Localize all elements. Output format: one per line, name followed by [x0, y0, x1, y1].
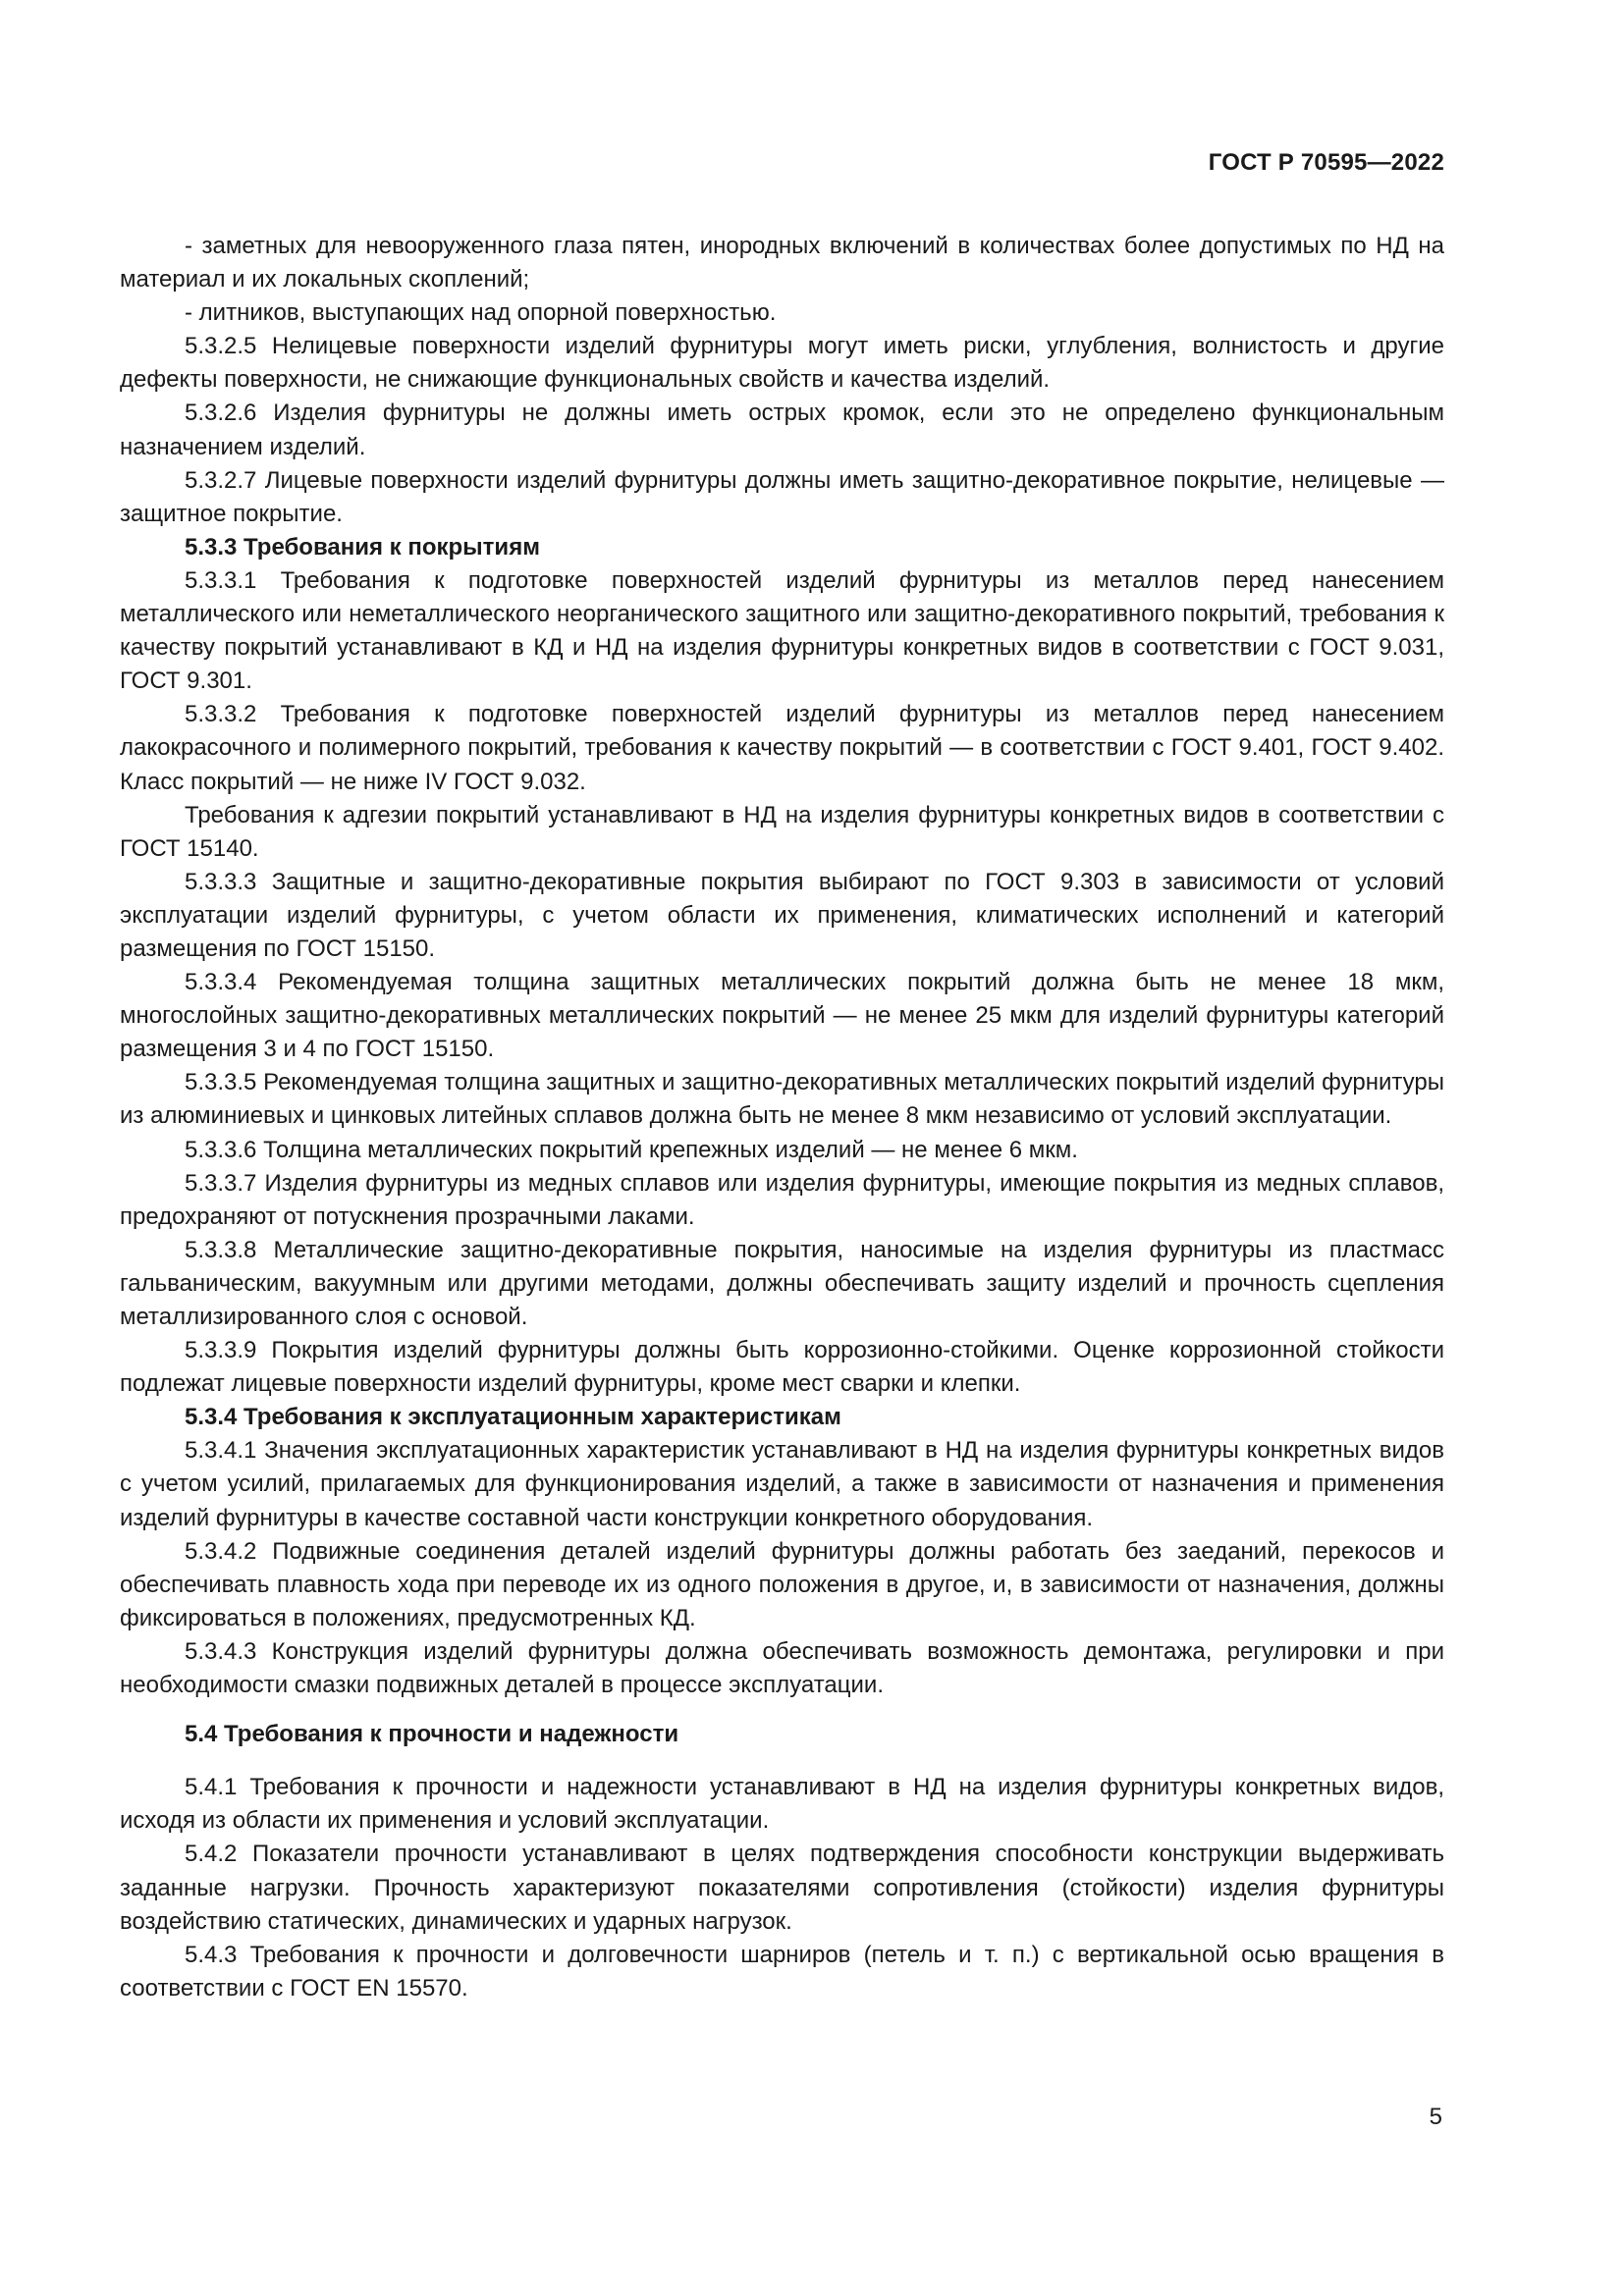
paragraph: 5.3.2.5 Нелицевые поверхности изделий фурнитуры могут иметь риски, углубления, волнистость и другие дефекты поверхности, не снижающие функциональных свойств и качества изделий.	[120, 333, 1444, 394]
paragraph: 5.3.3.4 Рекомендуемая толщина защитных металлических покрытий должна быть не менее 18 мкм, многослойных защитно-декоративных металлических покрытий — не менее 25 мкм для изделий фурнитуры категорий размещения 3 и 4 по ГОСТ 15150.	[120, 969, 1444, 1063]
paragraph: 5.4.2 Показатели прочности устанавливают в целях подтверждения способности конструкции выдерживать заданные нагрузки. Прочность характеризуют показателями сопротивления (стойкости) изделия фурнитуры воздействию статических, динамических и ударных нагрузок.	[120, 1841, 1444, 1935]
paragraph: 5.4.3 Требования к прочности и долговечности шарниров (петель и т. п.) с вертикальной осью вращения в соответствии с ГОСТ EN 15570.	[120, 1941, 1444, 2002]
paragraph: Требования к адгезии покрытий устанавливают в НД на изделия фурнитуры конкретных видов в соответствии с ГОСТ 15140.	[120, 801, 1444, 862]
paragraph: 5.3.3.1 Требования к подготовке поверхностей изделий фурнитуры из металлов перед нанесением металлического или неметаллического неорганического защитного или защитно-декоративного покрытий, требования к качеству покрытий устанавливают в КД и НД на изделия фурнитуры конкретных видов в соответствии с ГОСТ 9.031, ГОСТ 9.301.	[120, 566, 1444, 695]
paragraph: 5.3.3.9 Покрытия изделий фурнитуры должны быть коррозионно-стойкими. Оценке коррозионной стойкости подлежат лицевые поверхности изделий фурнитуры, кроме мест сварки и клепки.	[120, 1337, 1444, 1398]
paragraph: 5.4.1 Требования к прочности и надежности устанавливают в НД на изделия фурнитуры конкретных видов, исходя из области их применения и условий эксплуатации.	[120, 1774, 1444, 1835]
paragraph: 5.3.2.6 Изделия фурнитуры не должны иметь острых кромок, если это не определено функциональным назначением изделий.	[120, 400, 1444, 460]
subsection-heading: 5.3.4 Требования к эксплуатационным характеристикам	[185, 1404, 841, 1431]
list-item: - литников, выступающих над опорной поверхностью.	[185, 299, 777, 327]
paragraph: 5.3.4.3 Конструкция изделий фурнитуры должна обеспечивать возможность демонтажа, регулировки и при необходимости смазки подвижных деталей в процессе эксплуатации.	[120, 1637, 1444, 1699]
paragraph: 5.3.3.3 Защитные и защитно-декоративные покрытия выбирают по ГОСТ 9.303 в зависимости от условий эксплуатации изделий фурнитуры, с учетом области их применения, климатических исполнений и категорий размещения по ГОСТ 15150.	[120, 868, 1444, 962]
list-item: - заметных для невооруженного глаза пятен, инородных включений в количествах более допустимых по НД на материал и их локальных скоплений;	[120, 233, 1444, 294]
paragraph: 5.3.3.8 Металлические защитно-декоративные покрытия, наносимые на изделия фурнитуры из пластмасс гальваническим, вакуумным или другими методами, должны обеспечивать защиту изделий и прочность сцепления металлизированного слоя с основой.	[120, 1236, 1444, 1330]
paragraph: 5.3.3.2 Требования к подготовке поверхностей изделий фурнитуры из металлов перед нанесением лакокрасочного и полимерного покрытий, требования к качеству покрытий — в соответствии с ГОСТ 9.401, ГОСТ 9.402. Класс покрытий — не ниже IV ГОСТ 9.032.	[120, 701, 1444, 795]
paragraph: 5.3.3.6 Толщина металлических покрытий крепежных изделий — не менее 6 мкм.	[185, 1136, 1078, 1163]
document-body	[120, 230, 1444, 2005]
document-id-header: ГОСТ Р 70595—2022	[1208, 149, 1444, 176]
paragraph: 5.3.3.5 Рекомендуемая толщина защитных и защитно-декоративных металлических покрытий изделий фурнитуры из алюминиевых и цинковых литейных сплавов должна быть не менее 8 мкм независимо от условий эксплуатации.	[120, 1069, 1444, 1130]
page-number: 5	[1429, 2104, 1442, 2130]
subsection-heading: 5.3.3 Требования к покрытиям	[185, 533, 540, 561]
paragraph: 5.3.2.7 Лицевые поверхности изделий фурнитуры должны иметь защитно-декоративное покрытие, нелицевые — защитное покрытие.	[120, 466, 1444, 527]
paragraph: 5.3.4.1 Значения эксплуатационных характеристик устанавливают в НД на изделия фурнитуры конкретных видов с учетом усилий, прилагаемых для функционирования изделий, а также в зависимости от назначения и применения изделий фурнитуры в качестве составной части конструкции конкретного оборудования.	[120, 1437, 1444, 1531]
section-heading: 5.4 Требования к прочности и надежности	[185, 1721, 679, 1748]
paragraph: 5.3.3.7 Изделия фурнитуры из медных сплавов или изделия фурнитуры, имеющие покрытия из медных сплавов, предохраняют от потускнения прозрачными лаками.	[120, 1169, 1444, 1230]
paragraph: 5.3.4.2 Подвижные соединения деталей изделий фурнитуры должны работать без заеданий, перекосов и обеспечивать плавность хода при переводе их из одного положения в другое, и, в зависимости от назначения, должны фиксироваться в положениях, предусмотренных КД.	[120, 1537, 1444, 1631]
